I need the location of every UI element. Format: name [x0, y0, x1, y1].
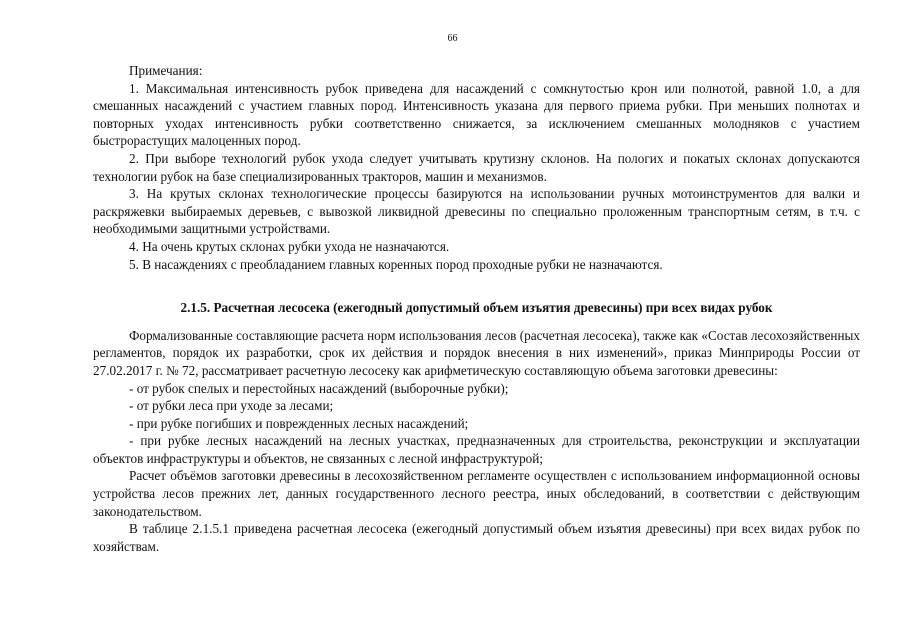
note-item-3: 3. На крутых склонах технологические процессы базируются на использовании ручных мотоинструментов для валки и раскряжевки выбираемых деревьев, с вывозкой ликвидной древесины по специально проложенным транспортным сетям, в т.ч. с необходимыми защитными устройствами. — [93, 186, 860, 237]
bullet-item-4: - при рубке лесных насаждений на лесных участках, предназначенных для строительства, реконструкции и эксплуатации объектов инфраструктуры и объектов, не связанных с лесной инфраструктурой; — [93, 433, 860, 466]
bullet-item-2: - от рубки леса при уходе за лесами; — [129, 398, 334, 414]
page-number: 66 — [447, 33, 458, 44]
section-intro: Формализованные составляющие расчета норм использования лесов (расчетная лесосека), также как «Состав лесохозяйственных регламентов, порядок их разработки, срок их действия и порядок внесения в них изменений», приказ Минприроды России от 27.02.2017 г. № 72, рассматривает расчетную лесосеку как арифметическую составляющую объема заготовки древесины: — [93, 327, 860, 378]
bullet-item-3: - при рубке погибших и поврежденных лесных насаждений; — [129, 415, 469, 431]
note-item-2: 2. При выборе технологий рубок ухода следует учитывать крутизну склонов. На пологих и покатых склонах допускаются технологии рубок на базе специализированных тракторов, машин и механизмов. — [93, 150, 860, 184]
notes-title: Примечания: — [129, 63, 203, 78]
note-item-1: 1. Максимальная интенсивность рубок приведена для насаждений с сомкнутостью крон или полнотой, равной 1.0, а для смешанных насаждений с участием главных пород. Интенсивность указана для первого приема рубки. При меньших полнотах и повторных уходах интенсивность рубки соответственно снижается, за исключением смешанных молодняков с участием быстрорастущих малоценных пород. — [93, 80, 860, 149]
section-paragraph-3: В таблице 2.1.5.1 приведена расчетная лесосека (ежегодный допустимый объем изъятия древесины) при всех видах рубок по хозяйствам. — [93, 521, 860, 554]
section-heading: 2.1.5. Расчетная лесосека (ежегодный допустимый объем изъятия древесины) при всех видах рубок — [180, 300, 773, 316]
note-item-4: 4. На очень крутых склонах рубки ухода не назначаются. — [129, 238, 450, 254]
section-paragraph-2: Расчет объёмов заготовки древесины в лесохозяйственном регламенте осуществлен с использованием информационной основы устройства лесов прежних лет, данных государственного лесного реестра, иных обследований, в соответствии с действующим законодательством. — [93, 468, 860, 519]
document-body — [93, 62, 860, 555]
bullet-item-1: - от рубок спелых и перестойных насаждений (выборочные рубки); — [129, 380, 509, 396]
note-item-5: 5. В насаждениях с преобладанием главных коренных пород проходные рубки не назначаются. — [129, 256, 663, 272]
